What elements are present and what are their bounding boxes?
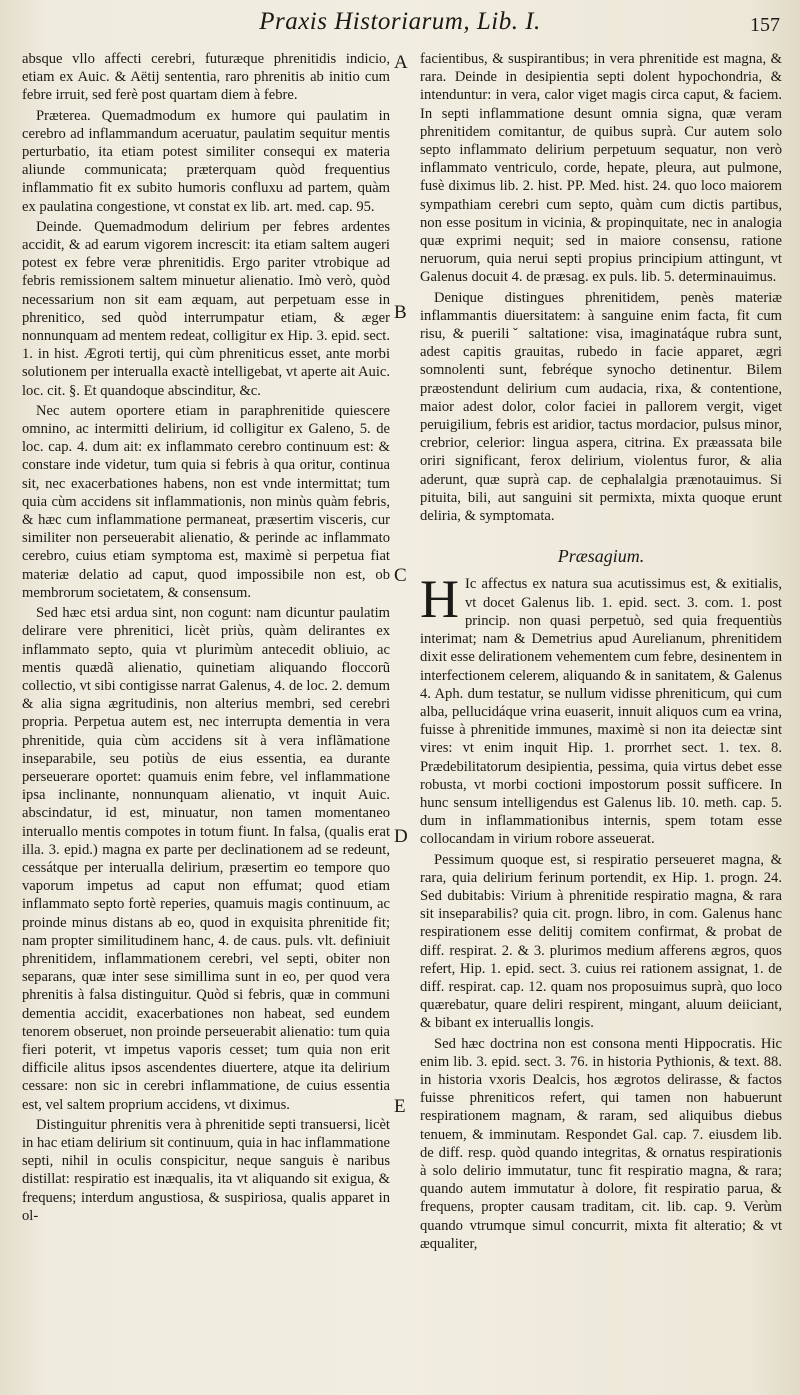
paragraph: Deinde. Quemadmodum delirium per febres ardentes accidit, & ad earum vigorem increscit: ita etiam saltem augeri potest ex febre veræ phrenitidis. Ergo pariter vtrobique ad febris remissionem saltem minuetur alienatio. Imò verò, quòd necessarium non sit eam æquam, aut perpetuam esse in phrenitico, sed quòd interrumpatur etiam, & æger nonnunquam ad mentem redeat, colligitur ex Hip. 3. epid. sect. 1. in hist. Ægroti tertij, qui cùm phreniticus esset, ante morbi solutionem per interualla exactè intelligebat, vt aperte ait Auic. loc. cit. §. Et quandoque abscinditur, &c.: [22, 218, 390, 399]
margin-letter-b: B: [394, 302, 407, 323]
drop-cap: H: [420, 569, 459, 630]
page-number: 157: [750, 14, 780, 36]
paragraph: Pessimum quoque est, si respiratio perseueret magna, & rara, quia delirium ferinum portendit, ex Hip. 1. progn. 24. Sed dubitabis: Virium à phrenitide respiratio magna, & rara sit inseparabilis? quia cit. progn. libro, in com. Galenus hanc respirationem esse delitij comitem confirmat, & probat de diff. respirat. 2. & 3. plurimos medium afferens ægros, quos refert, Hip. 1. epid. sect. 3. cuius rei rationem assignat, 1. de diff. respirat. cap. 12. quam nos proposuimus suprà, quo loco quærebatur, quare deliri respirent, mingant, aluum deiiciant, & bibant ex interuallis longis.: [420, 851, 782, 1032]
left-column: [22, 50, 390, 1227]
paragraph: Præterea. Quemadmodum ex humore qui paulatim in cerebro ad inflammandum aceruatur, paulatim sequitur mentis perturbatio, ita etiam potest similiter consequi ex materia aliunde communicata; præterquam quòd frequentius inflammatio fit ex subito humoris confluxu ad partem, quàm ex paulatina congestione, vt constat ex lib. art. med. cap. 95.: [22, 107, 390, 215]
right-column: [420, 50, 782, 1255]
margin-letter-c: C: [394, 565, 407, 586]
paragraph: absque vllo affecti cerebri, futuræque phrenitidis indicio, etiam ex Auic. & Aëtij sententia, raro phrenitis ab initio cum febre irruit, sed ferè post quartam diem à febre.: [22, 51, 390, 104]
paragraph: Denique distingues phrenitidem, penès materiæ inflammantis diuersitatem: à sanguine enim facta, fit cum risu, & pueriliˇ saltatione: visa, imaginatáque rubra sunt, adest capitis grauitas, rubedo in facie apparet, ægri somnolenti sunt, febréque synocho detinentur. Bilem præostendunt delirium cum audacia, rixa, & contentione, maior adest dolor, color faciei in pallorem vergit, viget peruigilium, febris est aridior, tactus mordacior, pulsus minor, crebrior, celerior: lingua aspera, citrina. Ex præassata bile oriri significant, ferox delirium, violentus furor, & alia aderunt, quæ suprà cap. de cephalalgia prænotauimus. Si pituita, bili, aut sanguini sit permixta, mixta quoque erunt deliria, & symptomata.: [420, 289, 782, 525]
paragraph: Sed hæc doctrina non est consona menti Hippocratis. Hic enim lib. 3. epid. sect. 3. 76. in historia Pythionis, & text. 88. in historia vxoris Dealcis, hos ægrotos delirasse, & factos fuisse phreniticos refert, qui tamen non habuerunt respirationem magnam, & raram, sed aliquibus diebus tenuem, & imminutam. Respondet Gal. cap. 7. eiusdem lib. de diff. resp. quòd quando integritas, & ornatus respirationis à solo delirio immutatur, tunc fit respiratio magna, & rara; quando autem immutatur à dolore, fit respiratio parua, & frequens, propter causam traditam, cit. lib. cap. 9. Verùm quando vtrumque simul concurrit, mixta fit alteratio; & vt æqualiter,: [420, 1035, 782, 1252]
section-heading: Præsagium.: [557, 546, 645, 567]
paragraph: Sed hæc etsi ardua sint, non cogunt: nam dicuntur paulatim delirare vere phrenitici, licèt priùs, quàm delirantes ex inflammato septo, quia vt plurimùm antecedit obliuio, ac mentis quædã alienatio, quinetiam aliquando floccorũ collectio, vt sibi contigisse narrat Galenus, 4. de loc. 2. demum & alia signa ægritudinis, non alterius membri, sed cerebri propria. Perpetua autem est, nec interrupta dementia in vera phrenitide, quia cùm accidens sit à vera inflãmatione inseparabile, seu potiùs de eius essentia, ea durante perseuerare oportet: quamuis enim febre, vel inflammatione ipsa inclinante, nonnunquam alienatio, vt inquit Auic. abscindatur, id est, minuatur, non tamen momentaneo interuallo mentis compotes in totum fiunt. In falsa, (qualis erat illa. 3. epid.) magna ex parte per declinationem ad se redeunt, cessátque per interualla delirium, præsertim eo tempore quo vaporum impetus ad caput non effumat; quod etiam inflammato septo fortè reperies, quamuis magis continuum, ac proinde minus distans ab eo, quod in exquisita phrenitide fit; nam propter similitudinem hanc, 4. de caus. puls. vlt. definiuit phrenitidem, inflammationem cerebri, vel septi, obiter non separans, quæ inter sese simillima sunt in eo, per quod vera phrenitis à falsa distinguitur. Quòd si febris, quæ in communi dementia accidit, exacerbationes non habeat, sed eundem tenorem obseruet, non proinde perseuerabit alienatio: tum quia fieri poterit, vt impetus vaporis cesset; tum quia non erit difficile alitus ipsos ascendentes diuertere, atque ita delirium cessare: non sic in cerebri inflammatione, de cuius essentia est, vel saltem proprium accidens, vt diximus.: [22, 605, 390, 1113]
paragraph: Distinguitur phrenitis vera à phrenitide septi transuersi, licèt in hac etiam delirium sit continuum, quia in hac inflammatione septi, nihil in oculis conspicitur, neque sanguis è naribus distillat: respiratio est inæqualis, ita vt aliquando sit exigua, & frequens; interdum angustiosa, & suspiriosa, qualis apparet in ol-: [22, 1116, 390, 1224]
paragraph: [420, 569, 782, 848]
paragraph: Nec autem oportere etiam in paraphrenitide quiescere omnino, ac intermitti delirium, id colligitur ex Galeno, 5. de loc. cap. 4. dum ait: ex inflammato cerebro continuum est: & constare inde videtur, tum quia si febris à qua oritur, continua sit, nec exacerbationes habens, non est vnde intermittat; tum quia cùm accidens sit inflammationis, non minùs quàm febris, & hæc cum inflammatione permaneat, præsertim visceris, cur similiter non perseuerabit alienatio, & perinde ac inflammato cerebro, cuius etiam symptoma est, maximè si perpetua fiat materiæ delatio ad caput, quod impossibile non est, ob membrorum societatem, & consensum.: [22, 402, 390, 601]
paragraph-text: Ic affectus ex natura sua acutissimus est, & exitialis, vt docet Galenus lib. 1. epid. sect. 3. com. 1. post princip. non quasi perpetuò, sed quia frequentiùs interimat; nam & Demetrius apud Aurelianum, phrenitidem dixit esse delirationem vehementem cum febre, desinentem in interfectionem celerem, aliquando & in sanitatem, & Galenus 4. Aph. dum testatur, se nullum vidisse phreniticum, qui cum alba, pellucidáque vrina euaserit, innuit aliquos cum ea vrina, fuisse à phrenitide immunes, maximè si non ita deiectæ sint vires: vt enim inquit Hip. 1. prorrhet sect. 1. tex. 8. Prædebilitatorum desipientia, pessima, quia virtus debet esse robusta, vt morbi coctioni impostorum possit sufficere. In hunc sensum intelligendus est Galenus lib. 10. meth. cap. 5. dum in inflammationibus internis, spem totam esse collocandam in virium robore asseuerat.: [420, 576, 782, 848]
paragraph: facientibus, & suspirantibus; in vera phrenitide est magna, & rara. Deinde in desipientia septi dolent hypochondria, & intenduntur: in vera, calor viget magis circa caput, & faciem. In septi inflammatione desunt omnia signa, quæ veram phrenitidem comitantur, de quibus suprà. Cur autem solo septo inflammato delirium perpetuum sequatur, non verò inflammato ventriculo, corde, hepate, pleura, aut pulmone, fusè diximus lib. 2. hist. PP. Med. hist. 24. quo loco maiorem sympathiam cerebri cum septo, quàm cum dictis partibus, non esse positum in vicinia, & propinquitate, nec in analogia quæ exprimi nequit; sed in maiore consensu, ratione neruorum, quia nerui septi propius principium attingunt, vt Galenus docuit 4. de præsag. ex puls. lib. 5. determinauimus.: [420, 51, 782, 286]
page-header: [0, 0, 800, 52]
margin-letter-a: A: [394, 52, 408, 73]
margin-letter-d: D: [394, 826, 408, 847]
running-title: Praxis Historiarum, Lib. I.: [259, 8, 541, 35]
margin-letter-e: E: [394, 1096, 406, 1117]
